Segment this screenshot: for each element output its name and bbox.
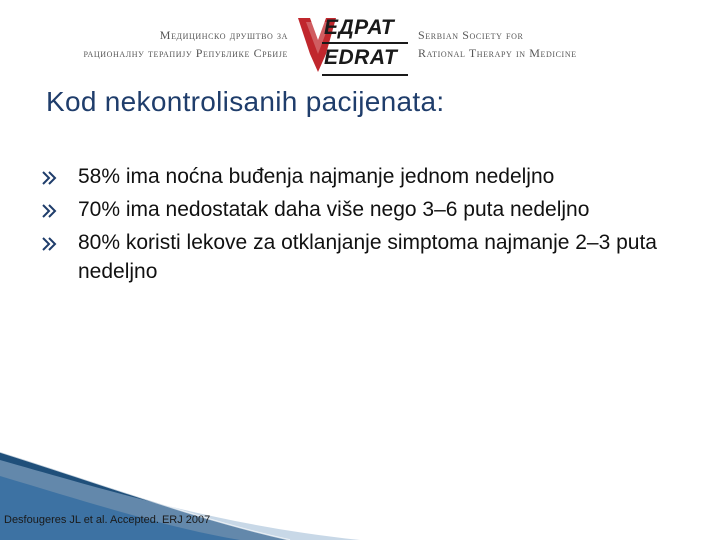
slide-title: Kod nekontrolisanih pacijenata:: [46, 86, 445, 117]
bullet-item: [40, 162, 680, 191]
bullet-text: 70% ima nedostatak daha više nego 3–6 puta nedeljno: [78, 198, 590, 221]
header-logo-band: [0, 0, 720, 90]
arrow-bullet-icon: [40, 235, 58, 253]
bullet-item: [40, 228, 680, 286]
bullet-list: [40, 162, 680, 290]
org-name-serbian: [8, 26, 288, 62]
logo-word-latin: EDRAT: [324, 46, 398, 69]
org-name-english-line1: Serbian Society for: [418, 28, 524, 42]
citation: Desfougeres JL et al. Accepted. ERJ 2007: [4, 514, 211, 526]
org-name-serbian-line1: Медицинско друштво за: [159, 28, 288, 42]
medrat-logo: [296, 14, 408, 78]
org-name-english: [418, 26, 698, 62]
logo-word-cyrillic: ЕДРАТ: [324, 16, 395, 39]
org-name-serbian-line2: рационалну терапију Републике Србије: [83, 46, 288, 60]
bullet-text: 80% koristi lekove za otklanjanje simptoma najmanje 2–3 puta nedeljno: [78, 231, 657, 283]
org-name-english-line2: Rational Therapy in Medicine: [418, 46, 577, 60]
bullet-text: 58% ima noćna buđenja najmanje jednom nedeljno: [78, 165, 555, 188]
bullet-item: [40, 195, 680, 224]
arrow-bullet-icon: [40, 169, 58, 187]
arrow-bullet-icon: [40, 202, 58, 220]
